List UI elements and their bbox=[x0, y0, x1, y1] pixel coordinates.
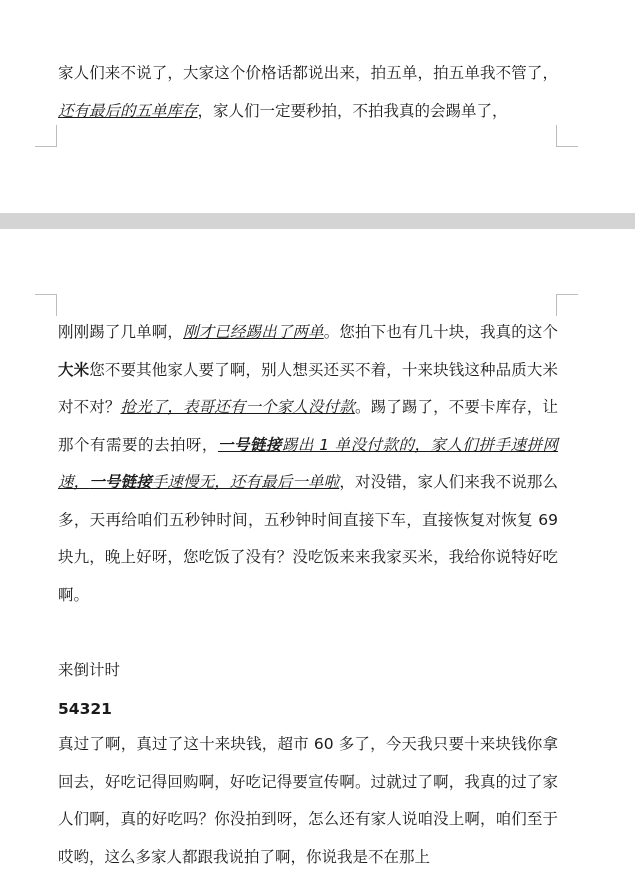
paragraph-closing: 真过了啊，真过了这十来块钱，超市 60 多了，今天我只要十来块钱你拿回去，好吃记得回购啊，好吃记得要宣传啊。过就过了啊，我真的过了家人们啊，真的好吃吗？你没拍到呀，怎么还有家人说咱没上啊，咱们至于哎哟，这么多家人都跟我说拍了啊，你说我是不在那上 bbox=[58, 735, 558, 866]
countdown-heading: 来倒计时 bbox=[58, 661, 121, 679]
bold-italic-underline-run: 一号链接 bbox=[217, 435, 282, 454]
page-separator bbox=[0, 213, 635, 229]
text-run: 。踢了踢了，不要卡库存，让那个有需要的去拍呀， bbox=[58, 398, 558, 454]
italic-underline-run: 抢光了，表哥还有一个家人没付款 bbox=[120, 398, 355, 416]
bold-run: 大米 bbox=[58, 360, 90, 379]
italic-underline-run: 手速慢无，还有最后一单啦 bbox=[151, 473, 340, 491]
countdown-number: 54321 bbox=[58, 700, 112, 718]
paragraph-main bbox=[58, 314, 558, 614]
italic-underline-run: 踢出 1 单没付款的，家人们拼手速拼网速， bbox=[58, 435, 558, 491]
text-run: ，对没错，家人们来我不说那么多，天再给咱们五秒钟时间，五秒钟时间直接下车，直接恢复对恢复 69 块九，晚上好呀，您吃饭了没有？没吃饭来来我家买米，我给你说特好吃啊。 bbox=[58, 473, 558, 604]
text-run: 刚刚踢了几单啊， bbox=[58, 323, 184, 341]
paragraph-intro bbox=[58, 55, 558, 130]
text-run: 家人们来不说了，大家这个价格话都说出来，拍五单，拍五单我不管了， bbox=[58, 64, 558, 82]
text-run: ，家人们一定要秒拍，不拍我真的会踢单了， bbox=[197, 101, 508, 120]
italic-underline-run: 刚才已经踢出了两单 bbox=[183, 323, 324, 341]
document-page bbox=[0, 229, 635, 871]
italic-underline-run: 还有最后的五单库存 bbox=[58, 101, 198, 120]
bold-italic-underline-run: 一号链接 bbox=[89, 473, 152, 491]
text-run: 您不要其他家人要了啊，别人想买还买不着，十来块钱这种品质大米对不对？ bbox=[58, 360, 558, 416]
text-run: 。您拍下也有几十块，我真的这个 bbox=[323, 323, 558, 341]
document-page-previous bbox=[0, 0, 635, 213]
